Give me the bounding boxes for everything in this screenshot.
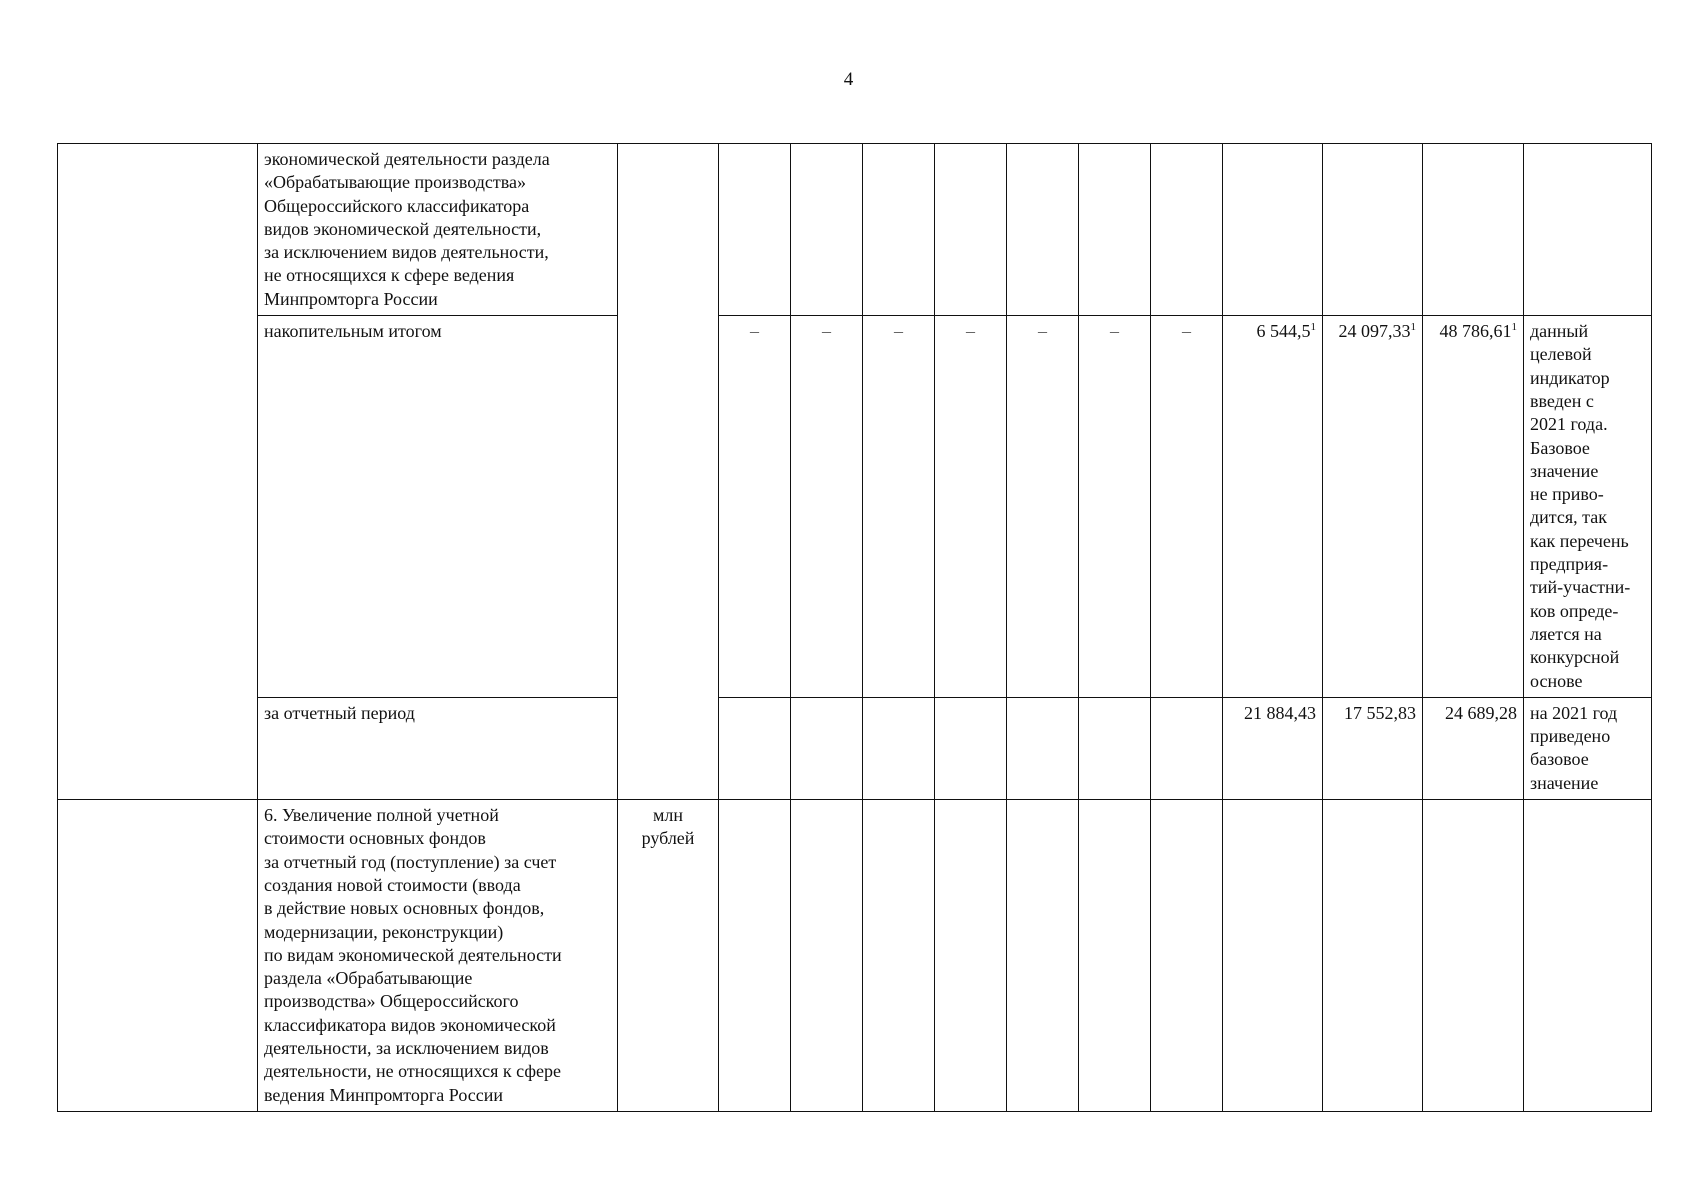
- footnote-mark: 1: [1410, 321, 1416, 334]
- note-cell: [1524, 800, 1652, 1112]
- value-cell-cumulative-2: [1323, 316, 1423, 698]
- value-cell: [1323, 800, 1423, 1112]
- value-cell: [719, 697, 791, 799]
- value-cell: [1079, 144, 1151, 316]
- page-number: 4: [843, 69, 854, 90]
- footnote-mark: 1: [1310, 321, 1316, 334]
- value-cell-cumulative-1: [1223, 316, 1323, 698]
- value-cell-cumulative-3: [1423, 316, 1524, 698]
- empty-program-cell: [58, 144, 258, 800]
- row-label-reporting-period: за отчетный период: [258, 697, 618, 799]
- dash-cell: –: [791, 316, 863, 698]
- value-cell: [1423, 800, 1524, 1112]
- empty-program-cell: [58, 800, 258, 1112]
- indicator-text-6: 6. Увеличение полной учетной стоимости основных фондов за отчетный год (поступление) за счет создания новой стоимости (ввода в действие новых основных фондов, модернизации, реконструкции) по видам экономической деятельности раздела «Обрабатывающие производства» Общероссийского классификатора видов экономической деятельности, за исключением видов деятельности, не относящихся к сфере ведения Минпромторга России: [258, 800, 618, 1112]
- dash-cell: –: [1007, 316, 1079, 698]
- value-cell: [1323, 144, 1423, 316]
- dash-cell: –: [719, 316, 791, 698]
- note-cumulative: данный целевой индикатор введен с 2021 года. Базовое значение не приво- дится, так как перечень предприя- тий-участни- ков опреде- ляется на конкурсной основе: [1524, 316, 1652, 698]
- table-row-cumulative: [58, 316, 1652, 698]
- value-cell: [1151, 697, 1223, 799]
- value-cell: [1079, 800, 1151, 1112]
- unit-cell: млн рублей: [618, 800, 719, 1112]
- value-cell: [1151, 144, 1223, 316]
- value-cell: [935, 144, 1007, 316]
- value-number: 6 544,5: [1256, 321, 1311, 342]
- value-cell: [1151, 800, 1223, 1112]
- value-cell: [719, 800, 791, 1112]
- value-number: 48 786,61: [1439, 321, 1512, 342]
- value-number: 24 097,33: [1338, 321, 1411, 342]
- table-row-reporting-period: [58, 697, 1652, 799]
- value-cell: [719, 144, 791, 316]
- unit-cell-empty: [618, 144, 719, 800]
- footnote-mark: 1: [1511, 321, 1517, 334]
- dash-cell: –: [1079, 316, 1151, 698]
- value-cell: [863, 697, 935, 799]
- table-row-continued: [58, 144, 1652, 316]
- value-cell: [1079, 697, 1151, 799]
- value-cell: [791, 800, 863, 1112]
- value-cell: [1007, 144, 1079, 316]
- dash-cell: –: [1151, 316, 1223, 698]
- dash-cell: –: [935, 316, 1007, 698]
- value-cell: [791, 144, 863, 316]
- value-cell-reporting-2: 17 552,83: [1323, 697, 1423, 799]
- indicator-text-continued: экономической деятельности раздела «Обрабатывающие производства» Общероссийского классификатора видов экономической деятельности, за исключением видов деятельности, не относящихся к сфере ведения Минпромторга России: [258, 144, 618, 316]
- value-cell: [1223, 800, 1323, 1112]
- dash-cell: –: [863, 316, 935, 698]
- value-cell-reporting-3: 24 689,28: [1423, 697, 1524, 799]
- indicators-table: [57, 143, 1652, 1112]
- value-cell: [863, 800, 935, 1112]
- note-cell: [1524, 144, 1652, 316]
- value-cell: [1007, 800, 1079, 1112]
- value-cell: [935, 697, 1007, 799]
- value-cell: [791, 697, 863, 799]
- note-reporting-period: на 2021 год приведено базовое значение: [1524, 697, 1652, 799]
- value-cell: [1423, 144, 1524, 316]
- value-cell: [1223, 144, 1323, 316]
- value-cell: [935, 800, 1007, 1112]
- value-cell-reporting-1: 21 884,43: [1223, 697, 1323, 799]
- value-cell: [1007, 697, 1079, 799]
- table-row-indicator-6: [58, 800, 1652, 1112]
- row-label-cumulative: накопительным итогом: [258, 316, 618, 698]
- value-cell: [863, 144, 935, 316]
